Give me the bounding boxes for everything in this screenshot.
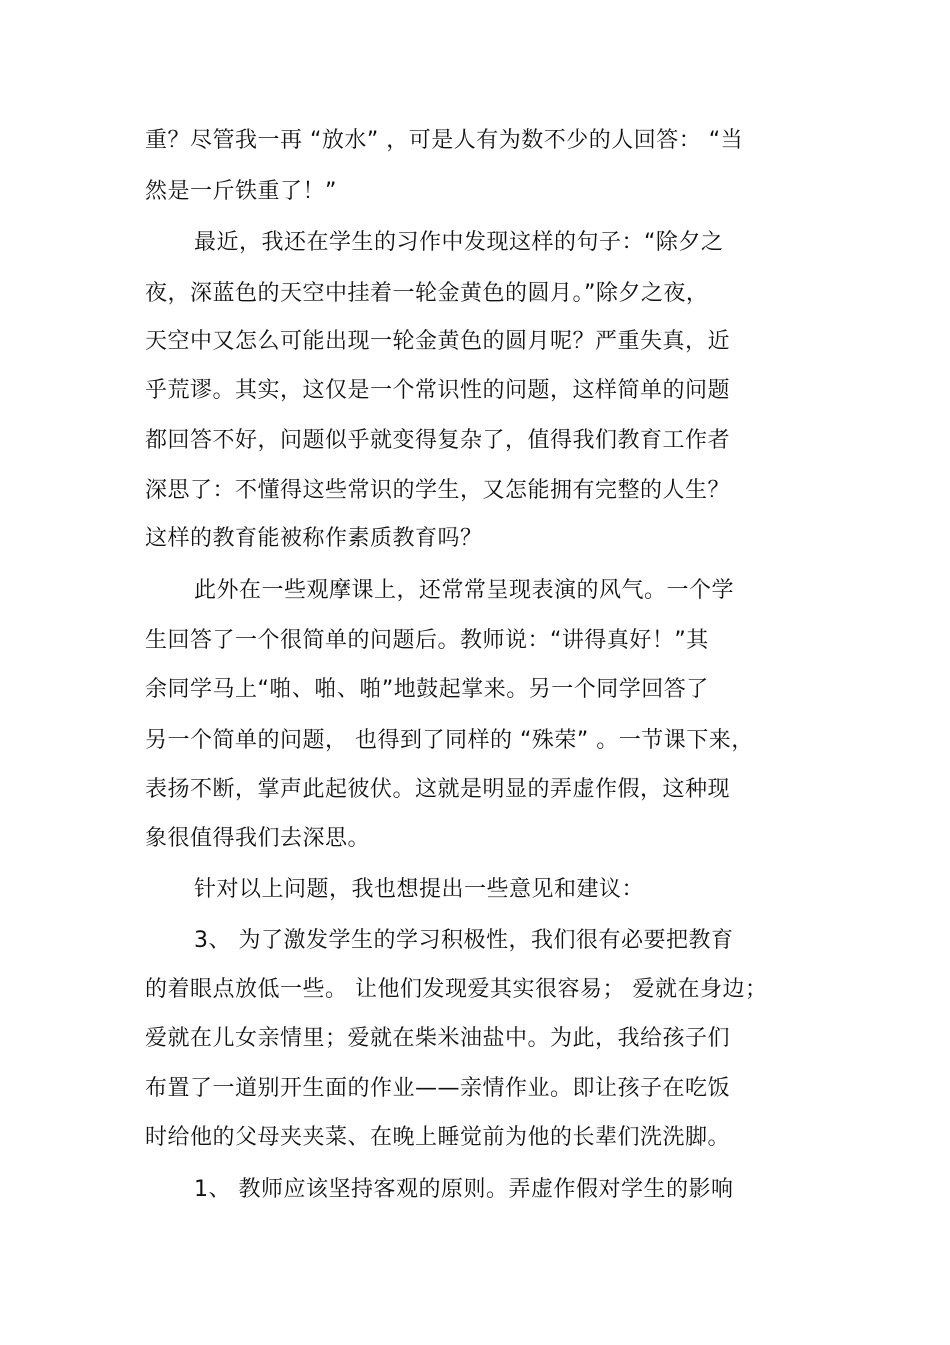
text-line: 深思了：不懂得这些常识的学生，又怎能拥有完整的人生？ [145, 478, 731, 503]
paragraph-start-line: 针对以上问题，我也想提出一些意见和建议： [194, 877, 645, 902]
text-line: 时给他的父母夹夹菜、在晚上睡觉前为他的长辈们洗洗脚。 [145, 1125, 731, 1150]
text-line: 然是一斤铁重了！” [145, 179, 337, 204]
list-item-1-start: 1、 教师应该坚持客观的原则。弄虚作假对学生的影响 [194, 1177, 734, 1202]
text-line: 爱就在儿女亲情里；爱就在柴米油盐中。为此，我给孩子们 [145, 1026, 731, 1051]
text-line: 的着眼点放低一些。 让他们发现爱其实很容易； 爱就在身边； [145, 977, 768, 1002]
text-line: 象很值得我们去深思。 [145, 826, 371, 851]
text-line: 余同学马上“啪、啪、啪”地鼓起掌来。另一个同学回答了 [145, 677, 709, 702]
text-line: 天空中又怎么可能出现一轮金黄色的圆月呢？严重失真，近 [145, 329, 731, 354]
list-item-3-start: 3、 为了激发学生的学习积极性，我们很有必要把教育 [194, 928, 734, 953]
text-line: 布置了一道别开生面的作业——亲情作业。即让孩子在吃饭 [145, 1076, 731, 1101]
text-line: 这样的教育能被称作素质教育吗？ [145, 526, 483, 551]
paragraph-start-line: 此外在一些观摩课上，还常常呈现表演的风气。一个学 [194, 578, 735, 603]
text-line: 夜，深蓝色的天空中挂着一轮金黄色的圆月。”除夕之夜， [145, 281, 709, 306]
paragraph-start-line: 最近，我还在学生的习作中发现这样的句子：“除夕之 [194, 230, 724, 255]
text-line: 都回答不好，问题似乎就变得复杂了，值得我们教育工作者 [145, 428, 731, 453]
text-line: 乎荒谬。其实，这仅是一个常识性的问题，这样简单的问题 [145, 378, 731, 403]
text-line: 另一个简单的问题， 也得到了同样的 “殊荣” 。一节课下来， [145, 728, 754, 753]
text-line: 重？尽管我一再 “放水” ，可是人有为数不少的人回答： “当 [145, 128, 744, 153]
text-line: 生回答了一个很简单的问题后。教师说：“讲得真好！”其 [145, 628, 709, 653]
text-line: 表扬不断，掌声此起彼伏。这就是明显的弄虚作假，这种现 [145, 777, 731, 802]
